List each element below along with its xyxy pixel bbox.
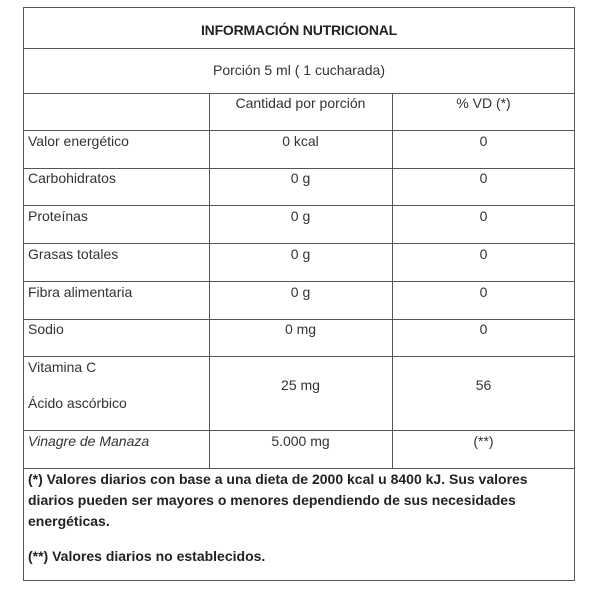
row-amount: 0 mg — [284, 321, 317, 337]
row-name: Vitamina C — [28, 359, 97, 375]
divider — [24, 130, 574, 131]
row-name: Grasas totales — [28, 246, 119, 262]
row-dv: 0 — [479, 321, 488, 337]
divider — [24, 93, 574, 94]
row-amount: 0 g — [290, 284, 311, 300]
footnote-not-established: (**) Valores diarios no establecidos. — [28, 548, 266, 564]
nutrition-facts-table — [23, 7, 575, 581]
row-name-secondary: Ácido ascórbico — [28, 395, 127, 411]
row-amount: 5.000 mg — [271, 433, 330, 449]
divider — [24, 356, 574, 357]
row-name: Sodio — [28, 321, 64, 337]
row-name: Carbohidratos — [28, 170, 116, 186]
column-divider — [392, 93, 393, 468]
row-name: Proteínas — [28, 208, 88, 224]
divider — [24, 430, 574, 431]
row-dv: 0 — [479, 284, 488, 300]
table-title: INFORMACIÓN NUTRICIONAL — [200, 22, 398, 38]
row-amount: 25 mg — [281, 377, 320, 393]
footnote-daily-values: (*) Valores diarios con base a una dieta de 2000 kcal u 8400 kJ. Sus valores diarios pueden ser mayores o menores dependiendo de sus necesidades energéticas. — [28, 471, 528, 529]
row-name: Valor energético — [28, 133, 129, 149]
header-amount: Cantidad por porción — [235, 95, 366, 111]
row-dv: 0 — [479, 170, 488, 186]
portion-size: Porción 5 ml ( 1 cucharada) — [213, 62, 385, 78]
row-amount: 0 g — [290, 246, 311, 262]
row-dv: 0 — [479, 133, 488, 149]
row-dv: 0 — [479, 246, 488, 262]
divider — [24, 205, 574, 206]
row-amount: 0 g — [290, 208, 311, 224]
divider — [24, 281, 574, 282]
row-dv: 56 — [475, 377, 492, 393]
header-dv: % VD (*) — [456, 95, 511, 111]
row-amount: 0 kcal — [282, 133, 319, 149]
row-amount: 0 g — [290, 170, 311, 186]
row-dv: 0 — [479, 208, 488, 224]
row-name: Fibra alimentaria — [28, 284, 133, 300]
row-dv: (**) — [473, 433, 494, 449]
row-name: Vinagre de Manaza — [28, 433, 150, 449]
column-divider — [209, 93, 210, 468]
divider — [24, 243, 574, 244]
divider — [24, 168, 574, 169]
divider — [24, 319, 574, 320]
